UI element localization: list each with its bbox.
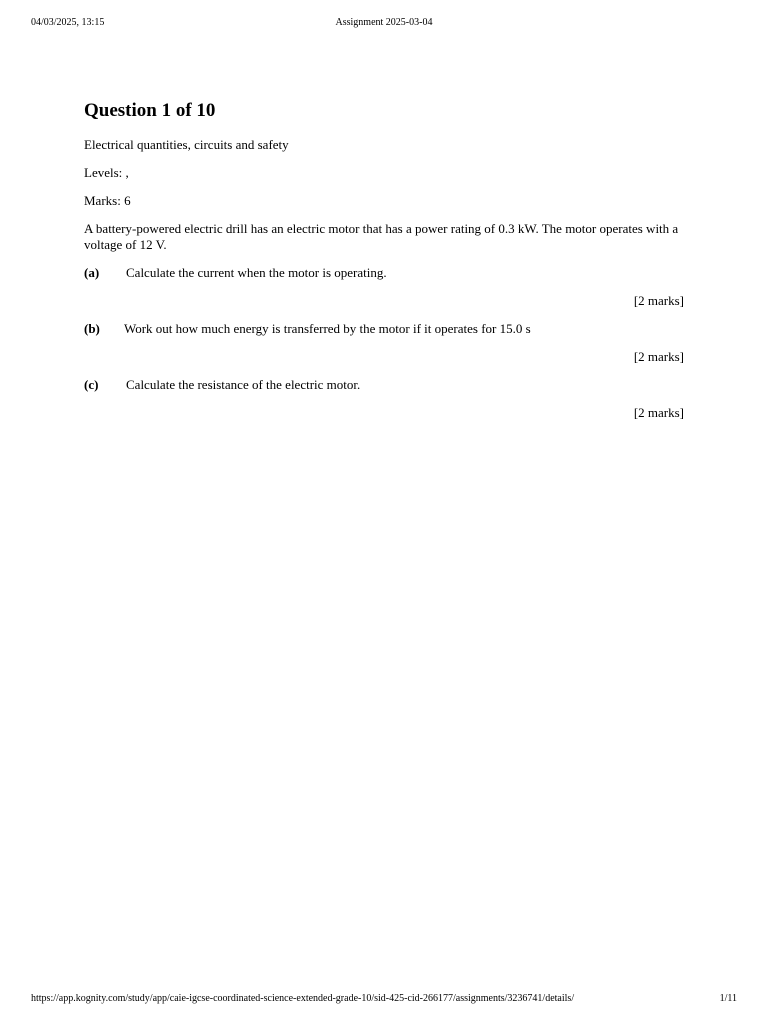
part-label: (c) bbox=[84, 377, 99, 392]
print-url[interactable]: https://app.kognity.com/study/app/caie-igcse-coordinated-science-extended-grade-10/sid-425-cid-266177/assignments/3236741/details/ bbox=[31, 993, 575, 1004]
part-text: Calculate the resistance of the electric motor. bbox=[126, 377, 361, 392]
part-label: (b) bbox=[84, 321, 100, 336]
print-datetime: 04/03/2025, 13:15 bbox=[31, 17, 105, 28]
question-title: Question 1 of 10 bbox=[84, 100, 216, 121]
part-text: Work out how much energy is transferred by the motor if it operates for 15.0 s bbox=[124, 321, 531, 336]
question-content bbox=[84, 98, 684, 433]
question-marks: Marks: 6 bbox=[84, 193, 131, 208]
page-number: 1/11 bbox=[719, 993, 737, 1004]
question-stem: A battery-powered electric drill has an electric motor that has a power rating of 0.3 kW. The motor operates with a voltage of 12 V. bbox=[84, 221, 679, 252]
part-label: (a) bbox=[84, 265, 100, 280]
question-part-b bbox=[84, 321, 684, 337]
part-marks: [2 marks] bbox=[633, 349, 684, 364]
question-part-c bbox=[84, 377, 684, 393]
question-levels: Levels: , bbox=[84, 165, 129, 180]
print-title: Assignment 2025-03-04 bbox=[335, 17, 433, 28]
question-topic: Electrical quantities, circuits and safety bbox=[84, 137, 289, 152]
part-text: Calculate the current when the motor is operating. bbox=[126, 265, 387, 280]
part-marks: [2 marks] bbox=[633, 405, 684, 420]
question-part-a bbox=[84, 265, 684, 281]
part-marks: [2 marks] bbox=[633, 293, 684, 308]
